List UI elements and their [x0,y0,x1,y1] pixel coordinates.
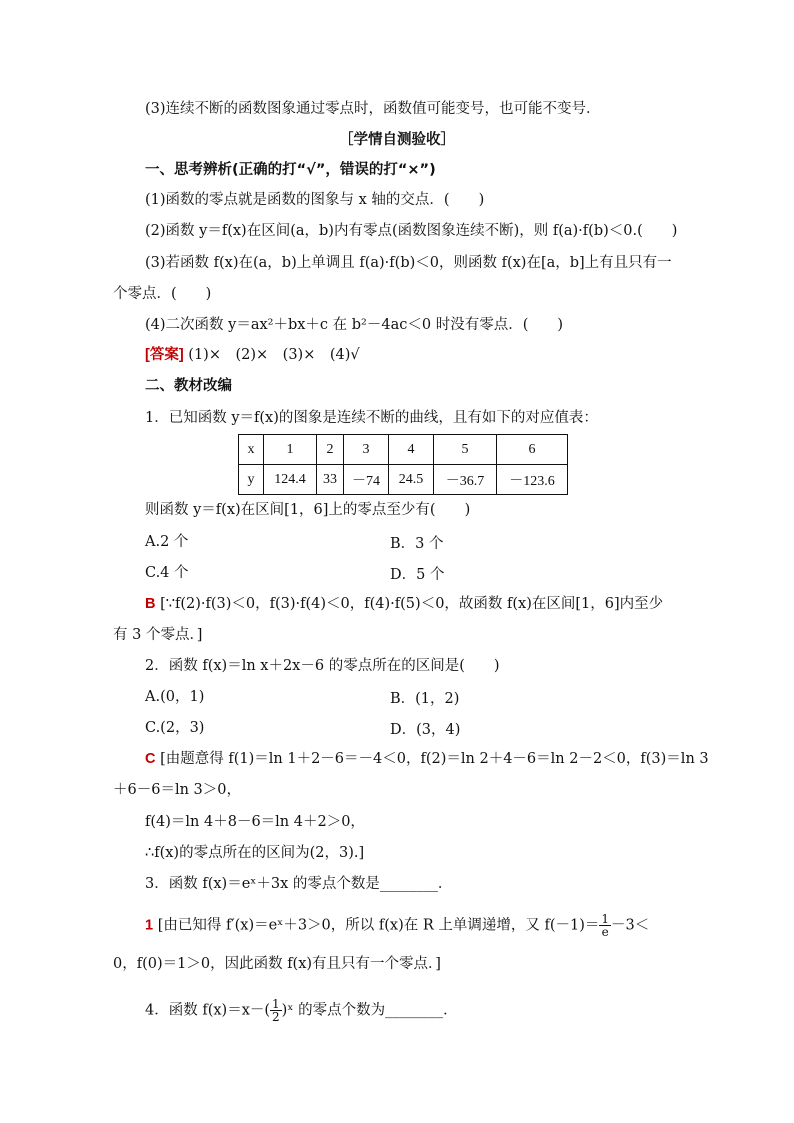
problem-2-solution-cont-2: f(4)＝ln 4＋8－6＝ln 4＋2＞0， [145,814,365,830]
table-cell: 6 [497,435,568,465]
table-cell: 24.5 [389,465,434,495]
table-cell: 33 [317,465,344,495]
problem-3-solution [145,913,649,938]
top-note: (3)连续不断的函数图象通过零点时，函数值可能变号，也可能不变号． [145,101,601,117]
judge-question-2: (2)函数 y＝f(x)在区间(a，b)内有零点(函数图象连续不断)，则 f(a)·f(b)＜0.( ) [145,223,678,239]
problem-1-answer: B [145,596,156,612]
problem-2-solution [145,749,709,769]
answer-text: (1)× (2)× (3)× (4)√ [188,347,360,363]
problem-2-option-a: A.(0，1) [145,689,205,705]
problem-2-solution-cont-3: ∴f(x)的零点所在的区间为(2，3).] [145,845,365,861]
problem-4-stem [145,998,458,1023]
problem-1-solution [145,594,663,614]
problem-2-option-b: B．(1，2) [390,691,460,707]
problem-3-stem: 3．函数 f(x)＝eˣ＋3x 的零点个数是________． [145,876,453,892]
problem-1-option-a: A.2 个 [145,534,189,550]
judge-question-1: (1)函数的零点就是函数的图象与 x 轴的交点．( ) [145,192,485,208]
problem-2-solution-cont-1: ＋6－6＝ln 3＞0， [113,782,241,798]
fraction-numerator: 1 [272,997,280,1011]
value-table [238,434,568,495]
problem-1-stem: 1．已知函数 y＝f(x)的图象是连续不断的曲线，且有如下的对应值表： [145,410,598,426]
fraction-denominator: e [601,925,609,939]
problem-1-solution-cont: 有 3 个零点．] [113,627,203,643]
table-cell: 5 [434,435,497,465]
table-cell: －74 [344,465,389,495]
problem-2-stem: 2．函数 f(x)＝ln x＋2x－6 的零点所在的区间是( ) [145,658,500,674]
problem-1-option-d: D．5 个 [390,567,445,583]
problem-3-solution-post: －3＜ [611,917,650,934]
table-header-x: x [239,435,264,465]
problem-3-answer: 1 [145,917,154,934]
part2-heading: 二、教材改编 [145,378,232,394]
table-cell: 4 [389,435,434,465]
table-cell: 1 [264,435,317,465]
problem-2-solution-text: [由题意得 f(1)＝ln 1＋2－6＝－4＜0，f(2)＝ln 2＋4－6＝ln 2－2＜0，f(3)＝ln 3 [160,751,709,767]
problem-2-option-c: C.(2，3) [145,720,205,736]
problem-3-solution-pre: [由已知得 f′(x)＝eˣ＋3＞0，所以 f(x)在 R 上单调递增，又 f(－1)＝ [157,917,600,934]
problem-1-question: 则函数 y＝f(x)在区间[1，6]上的零点至少有( ) [145,502,471,518]
table-row-x [239,435,568,465]
table-cell: 2 [317,435,344,465]
problem-1-solution-text: [∵f(2)·f(3)＜0，f(3)·f(4)＜0，f(4)·f(5)＜0，故函数 f(x)在区间[1，6]内至少 [160,596,664,612]
answer-line [145,345,360,365]
problem-4-stem-pre: 4．函数 f(x)＝x－( [145,1002,271,1019]
judge-question-4: (4)二次函数 y＝ax²＋bx＋c 在 b²－4ac＜0 时没有零点．( ) [145,317,564,333]
table-header-y: y [239,465,264,495]
table-cell: 124.4 [264,465,317,495]
judge-question-3: (3)若函数 f(x)在(a，b)上单调且 f(a)·f(b)＜0，则函数 f(x)在[a，b]上有且只有一 [145,255,672,271]
fraction-numerator: 1 [601,912,610,926]
problem-2-option-d: D．(3，4) [390,722,461,738]
table-cell: 3 [344,435,389,465]
judge-question-3-cont: 个零点．( ) [113,286,212,302]
table-cell: －123.6 [497,465,568,495]
fraction-one-half [270,998,282,1023]
answer-label: [答案] [145,347,184,363]
part1-heading: 一、思考辨析(正确的打“√”，错误的打“×”) [145,162,436,178]
table-cell: －36.7 [434,465,497,495]
problem-4-stem-post: )ˣ 的零点个数为________． [281,1002,458,1019]
problem-3-solution-cont: 0，f(0)＝1＞0，因此函数 f(x)有且只有一个零点．] [113,956,441,972]
fraction-denominator: 2 [272,1010,280,1024]
fraction-one-over-e [599,913,611,938]
table-row-y [239,465,568,495]
problem-1-option-b: B．3 个 [390,536,444,552]
problem-1-option-c: C.4 个 [145,565,189,581]
section-title: ［学情自测验收］ [339,132,455,148]
problem-2-answer: C [145,751,156,767]
